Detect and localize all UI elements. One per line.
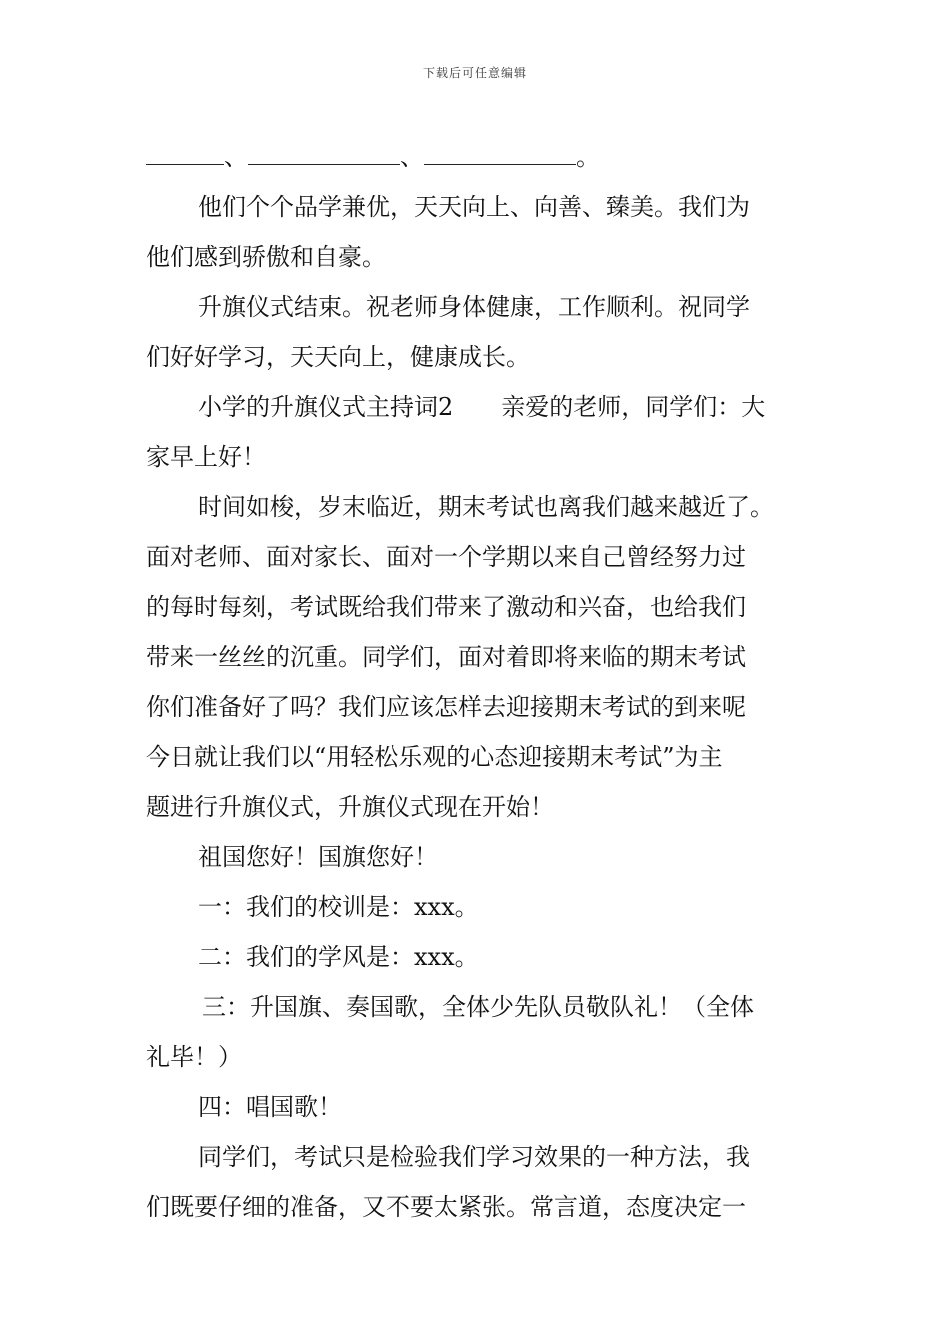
paragraph-line: 你们准备好了吗？我们应该怎样去迎接期末考试的到来呢 [146, 693, 746, 721]
section-title-line: 小学的升旗仪式主持词2 亲爱的老师，同学们：大 [198, 393, 766, 421]
separator: 、 [224, 143, 248, 171]
separator: 、 [400, 143, 424, 171]
paragraph-line: 带来一丝丝的沉重。同学们，面对着即将来临的期末考试 [146, 643, 746, 671]
blank-field-2 [248, 138, 400, 165]
paragraph-line: 同学们，考试只是检验我们学习效果的一种方法，我 [198, 1143, 750, 1171]
paragraph-line: 的每时每刻，考试既给我们带来了激动和兴奋，也给我们 [146, 593, 746, 621]
document-body [146, 132, 826, 1232]
list-item-line: 三：升国旗、奏国歌，全体少先队员敬队礼！（全体 [202, 993, 754, 1021]
list-item-line: 二：我们的学风是：xxx。 [198, 943, 479, 971]
paragraph-line: 祖国您好！国旗您好！ [198, 843, 438, 871]
blank-field-3 [424, 138, 576, 165]
paragraph-line: 礼毕！） [146, 1043, 242, 1071]
paragraph-line: 们既要仔细的准备，又不要太紧张。常言道，态度决定一 [146, 1193, 746, 1221]
paragraph-line: 时间如梭，岁末临近，期末考试也离我们越来越近了。 [198, 493, 774, 521]
paragraph-line: 他们感到骄傲和自豪。 [146, 243, 386, 271]
blank-fill-line [146, 132, 826, 182]
page-header: 下载后可任意编辑 [422, 66, 527, 80]
blank-field-1 [146, 138, 224, 165]
paragraph-line: 升旗仪式结束。祝老师身体健康，工作顺利。祝同学 [198, 293, 750, 321]
paragraph-line: 今日就让我们以“用轻松乐观的心态迎接期末考试”为主 [146, 743, 723, 771]
paragraph-line: 题进行升旗仪式，升旗仪式现在开始！ [146, 793, 554, 821]
paragraph-line: 们好好学习，天天向上，健康成长。 [146, 343, 530, 371]
list-item-line: 四：唱国歌！ [198, 1093, 342, 1121]
list-item-line: 一：我们的校训是：xxx。 [198, 893, 479, 921]
paragraph-line: 他们个个品学兼优，天天向上、向善、臻美。我们为 [198, 193, 750, 221]
line-end: 。 [576, 143, 600, 171]
paragraph-line: 家早上好！ [146, 443, 266, 471]
paragraph-line: 面对老师、面对家长、面对一个学期以来自己曾经努力过 [146, 543, 746, 571]
